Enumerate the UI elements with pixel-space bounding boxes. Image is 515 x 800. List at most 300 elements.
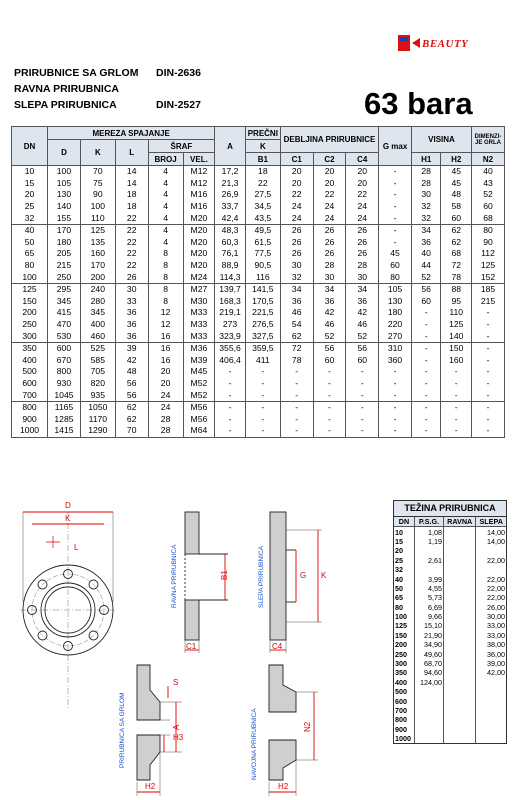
table-cell: 40: [12, 224, 48, 236]
header-precni: PREČNI: [245, 127, 280, 140]
table-cell: -: [441, 366, 472, 378]
table-cell: -: [280, 378, 313, 390]
table-cell: 95: [441, 296, 472, 308]
table-cell: 705: [80, 366, 115, 378]
dim-h3-label: H3: [173, 733, 184, 742]
table-cell: -: [313, 425, 346, 437]
table-cell: 135: [80, 237, 115, 249]
table-cell: 48: [115, 366, 148, 378]
weight-cell: 150: [394, 631, 415, 640]
table-cell: 70: [115, 425, 148, 437]
table-cell: 215: [472, 296, 505, 308]
table-cell: 22: [115, 260, 148, 272]
table-cell: 27,5: [245, 189, 280, 201]
weight-cell: [443, 574, 475, 583]
table-cell: -: [379, 401, 412, 413]
table-cell: M56: [183, 413, 215, 425]
table-row: [12, 201, 505, 213]
table-cell: 359,5: [245, 342, 280, 354]
weight-row: [394, 715, 506, 724]
header-n2: N2: [472, 153, 505, 166]
dim-h2-label: H2: [145, 782, 156, 791]
table-row: [12, 212, 505, 224]
table-cell: 42: [313, 307, 346, 319]
ravna-label: RAVNA PRIRUBNICA: [171, 544, 178, 608]
table-cell: 72: [441, 260, 472, 272]
weight-cell: [415, 696, 444, 705]
table-cell: 20: [313, 166, 346, 178]
weight-cell: [415, 546, 444, 555]
table-cell: 14: [115, 166, 148, 178]
weight-cell: [443, 734, 475, 743]
dim-b1-label: B1: [220, 570, 229, 580]
table-cell: 32: [280, 271, 313, 283]
table-cell: 170,5: [245, 296, 280, 308]
table-cell: 24: [313, 212, 346, 224]
table-cell: 36: [280, 296, 313, 308]
table-cell: -: [379, 366, 412, 378]
table-row: [12, 283, 505, 295]
table-cell: 90: [472, 237, 505, 249]
weight-cell: 600: [394, 696, 415, 705]
table-row: [12, 378, 505, 390]
table-cell: -: [472, 366, 505, 378]
table-cell: 36: [115, 330, 148, 342]
weight-cell: 250: [394, 649, 415, 658]
table-cell: -: [215, 378, 246, 390]
table-cell: 26: [313, 237, 346, 249]
table-cell: M27: [183, 283, 215, 295]
table-cell: -: [411, 425, 441, 437]
table-cell: 670: [48, 355, 81, 367]
dim-a-label: A: [172, 724, 181, 730]
table-cell: 140: [48, 201, 81, 213]
weight-cell: 14,00: [487, 536, 505, 546]
weight-cell: [443, 584, 475, 593]
table-row: [12, 248, 505, 260]
table-cell: 36: [346, 296, 379, 308]
weight-row: [394, 640, 506, 649]
table-cell: 215: [48, 260, 81, 272]
table-cell: 22: [346, 189, 379, 201]
title-line3: SLEPA PRIRUBNICA: [14, 99, 117, 111]
table-cell: 40: [472, 166, 505, 178]
table-cell: 68: [441, 248, 472, 260]
weight-cell: [443, 593, 475, 602]
table-cell: 26: [346, 237, 379, 249]
table-cell: -: [280, 366, 313, 378]
table-cell: 4: [148, 212, 183, 224]
table-cell: -: [411, 330, 441, 342]
table-cell: 78: [280, 355, 313, 367]
table-cell: 280: [80, 296, 115, 308]
table-cell: 10: [12, 166, 48, 178]
table-cell: 28: [148, 425, 183, 437]
table-cell: 30: [280, 260, 313, 272]
table-cell: -: [245, 425, 280, 437]
table-cell: 21,3: [215, 178, 246, 190]
table-cell: 1165: [48, 401, 81, 413]
table-cell: 58: [441, 201, 472, 213]
table-cell: 68: [472, 212, 505, 224]
table-cell: 900: [12, 413, 48, 425]
flange-table-body: [12, 166, 505, 438]
table-cell: 24: [148, 401, 183, 413]
weight-cell: [443, 537, 475, 546]
table-cell: 415: [48, 307, 81, 319]
table-cell: 28: [346, 260, 379, 272]
table-cell: 56: [411, 283, 441, 295]
table-cell: 54: [280, 319, 313, 331]
header-c2: C2: [313, 153, 346, 166]
table-cell: 160: [441, 355, 472, 367]
table-cell: -: [472, 413, 505, 425]
table-cell: 700: [12, 389, 48, 401]
table-cell: 155: [48, 212, 81, 224]
table-cell: 48: [441, 189, 472, 201]
weight-cell: [443, 621, 475, 630]
table-cell: 80: [379, 271, 412, 283]
grlo-label: PRIRUBNICA SA GRLOM: [119, 692, 126, 768]
table-row: [12, 178, 505, 190]
table-cell: -: [215, 389, 246, 401]
table-cell: -: [313, 401, 346, 413]
table-row: [12, 389, 505, 401]
table-cell: -: [313, 413, 346, 425]
table-cell: 219,1: [215, 307, 246, 319]
weight-cell: [476, 565, 506, 574]
weight-cell: 33,00: [487, 630, 505, 640]
table-cell: -: [379, 224, 412, 236]
weight-cell: [443, 687, 475, 696]
weight-cell: [443, 631, 475, 640]
table-cell: 56: [313, 342, 346, 354]
header-c1: C1: [280, 153, 313, 166]
table-cell: 42,4: [215, 212, 246, 224]
table-cell: 8: [148, 271, 183, 283]
weight-cell: 42,00: [487, 668, 505, 678]
title-line2: RAVNA PRIRUBNICA: [14, 83, 119, 95]
weight-cell: 36,00: [487, 649, 505, 659]
table-cell: -: [245, 401, 280, 413]
table-cell: 18: [115, 201, 148, 213]
table-cell: M45: [183, 366, 215, 378]
table-cell: 276,5: [245, 319, 280, 331]
table-cell: -: [215, 401, 246, 413]
table-cell: 39: [115, 342, 148, 354]
table-cell: 65: [12, 248, 48, 260]
weight-cell: [443, 696, 475, 705]
table-cell: 78: [441, 271, 472, 283]
table-cell: 60: [472, 201, 505, 213]
table-cell: M20: [183, 224, 215, 236]
table-cell: -: [472, 319, 505, 331]
weight-cell: 2,61: [415, 556, 444, 565]
table-cell: 33,7: [215, 201, 246, 213]
table-cell: -: [379, 389, 412, 401]
weight-cell: [443, 556, 475, 565]
table-cell: 26: [313, 224, 346, 236]
dim-g-label: G: [300, 571, 307, 580]
table-cell: M39: [183, 355, 215, 367]
weight-row: [394, 706, 506, 715]
table-cell: 16: [148, 355, 183, 367]
navojna-label: NAVOJNA PRIRUBNICA: [251, 708, 258, 780]
table-cell: 4: [148, 178, 183, 190]
table-row: [12, 224, 505, 236]
table-cell: -: [441, 413, 472, 425]
table-row: [12, 342, 505, 354]
weight-cell: [476, 678, 506, 687]
weight-cell: 65: [394, 593, 415, 602]
weight-cell: [415, 734, 444, 743]
table-cell: 800: [48, 366, 81, 378]
weight-row: [394, 678, 506, 687]
weight-cell: 400: [394, 678, 415, 687]
table-cell: 22: [115, 248, 148, 260]
weight-cell: 33,00: [487, 621, 505, 631]
table-cell: -: [245, 413, 280, 425]
table-cell: 345: [80, 307, 115, 319]
table-cell: 20: [280, 178, 313, 190]
table-cell: 90: [80, 189, 115, 201]
table-cell: 30: [346, 271, 379, 283]
table-cell: 80: [12, 260, 48, 272]
table-cell: 12: [148, 319, 183, 331]
table-cell: -: [411, 378, 441, 390]
table-cell: 4: [148, 189, 183, 201]
weight-cell: 30,00: [487, 612, 505, 622]
weight-header-slepa: SLEPA: [476, 517, 506, 527]
table-cell: 45: [441, 178, 472, 190]
table-cell: -: [313, 366, 346, 378]
weight-cell: 1000: [394, 734, 415, 743]
flange-dimensions-table: [11, 126, 505, 438]
weight-cell: [476, 725, 506, 734]
table-cell: -: [379, 201, 412, 213]
table-cell: -: [472, 401, 505, 413]
table-cell: 20: [148, 366, 183, 378]
dim-h2b-label: H2: [278, 782, 289, 791]
table-cell: 406,4: [215, 355, 246, 367]
weight-cell: 32: [394, 565, 415, 574]
table-cell: -: [346, 366, 379, 378]
weight-cell: [415, 725, 444, 734]
title-line3-din: DIN-2527: [156, 99, 201, 111]
dim-c4-label: C4: [272, 642, 283, 651]
table-cell: 26: [280, 237, 313, 249]
weight-cell: [443, 640, 475, 649]
table-cell: 56: [346, 342, 379, 354]
table-row: [12, 260, 505, 272]
table-cell: 22: [115, 224, 148, 236]
table-cell: 45: [441, 166, 472, 178]
table-cell: 62: [441, 237, 472, 249]
weight-cell: 22,00: [487, 574, 505, 584]
table-row: [12, 307, 505, 319]
table-cell: 140: [441, 330, 472, 342]
weight-cell: 700: [394, 706, 415, 715]
table-cell: 60: [379, 260, 412, 272]
table-cell: 411: [245, 355, 280, 367]
table-cell: 327,5: [245, 330, 280, 342]
weight-row: [394, 603, 506, 612]
table-cell: -: [411, 389, 441, 401]
table-cell: 820: [80, 378, 115, 390]
table-cell: -: [472, 389, 505, 401]
table-cell: 34: [411, 224, 441, 236]
title-line1-din: DIN-2636: [156, 67, 201, 79]
weight-cell: 50: [394, 584, 415, 593]
brand-text: BEAUTY: [422, 38, 469, 50]
dim-n2-label: N2: [303, 721, 312, 732]
weight-cell: [415, 565, 444, 574]
table-cell: 61,5: [245, 237, 280, 249]
table-cell: 22: [245, 178, 280, 190]
table-cell: 26: [346, 248, 379, 260]
table-cell: -: [472, 355, 505, 367]
table-row: [12, 425, 505, 437]
table-cell: 170: [48, 224, 81, 236]
table-cell: 139,7: [215, 283, 246, 295]
table-cell: 16: [148, 342, 183, 354]
table-cell: 77,5: [245, 248, 280, 260]
table-cell: 20: [148, 378, 183, 390]
table-cell: 4: [148, 166, 183, 178]
weight-cell: 1,08: [415, 527, 444, 537]
weight-cell: [443, 565, 475, 574]
weight-row: [394, 687, 506, 696]
table-cell: 152: [472, 271, 505, 283]
table-cell: 4: [148, 201, 183, 213]
table-cell: 125: [12, 283, 48, 295]
weight-header-ravna: RAVNA: [443, 517, 475, 527]
table-cell: 1170: [80, 413, 115, 425]
table-cell: -: [411, 307, 441, 319]
table-cell: 50: [12, 237, 48, 249]
table-cell: 100: [48, 166, 81, 178]
table-row: [12, 330, 505, 342]
table-cell: 116: [245, 271, 280, 283]
table-cell: M20: [183, 237, 215, 249]
table-cell: 400: [12, 355, 48, 367]
table-cell: 1285: [48, 413, 81, 425]
weight-cell: 3,99: [415, 574, 444, 583]
table-cell: 200: [80, 271, 115, 283]
table-cell: 200: [12, 307, 48, 319]
weight-row: [394, 593, 506, 602]
table-cell: 355,6: [215, 342, 246, 354]
weight-row: [394, 537, 506, 546]
weight-cell: [443, 725, 475, 734]
header-debljina: DEBLJINA PRIRUBNICE: [280, 127, 378, 153]
table-cell: 18: [245, 166, 280, 178]
table-cell: 34: [280, 283, 313, 295]
weight-cell: 15,10: [415, 621, 444, 630]
table-cell: 46: [313, 319, 346, 331]
weight-row: [394, 668, 506, 677]
table-cell: M20: [183, 248, 215, 260]
weight-cell: 39,00: [487, 659, 505, 669]
beauty-logo: [398, 34, 510, 52]
table-cell: 60,3: [215, 237, 246, 249]
table-cell: M33: [183, 330, 215, 342]
table-cell: 160: [80, 248, 115, 260]
dim-k2-label: K: [321, 571, 327, 580]
table-cell: 36: [313, 296, 346, 308]
table-cell: 935: [80, 389, 115, 401]
table-cell: M16: [183, 189, 215, 201]
weight-row: [394, 556, 506, 565]
table-cell: 62: [115, 401, 148, 413]
weight-table: [393, 500, 507, 744]
weight-cell: 26,00: [487, 602, 505, 612]
weight-header-dn: DN: [394, 517, 415, 527]
weight-header-psg: P.S.G.: [415, 517, 444, 527]
weight-row: [394, 565, 506, 574]
table-cell: 460: [80, 330, 115, 342]
table-cell: 46: [280, 307, 313, 319]
table-cell: 62: [441, 224, 472, 236]
weight-cell: [443, 659, 475, 668]
table-cell: 295: [48, 283, 81, 295]
table-cell: 168,3: [215, 296, 246, 308]
header-k: K: [80, 140, 115, 166]
table-row: [12, 296, 505, 308]
table-cell: 100: [12, 271, 48, 283]
table-cell: -: [346, 401, 379, 413]
table-cell: 125: [441, 319, 472, 331]
table-cell: 22: [313, 189, 346, 201]
document-titles: [14, 65, 201, 113]
table-cell: M33: [183, 307, 215, 319]
table-cell: 20: [280, 166, 313, 178]
table-cell: -: [313, 389, 346, 401]
table-cell: 56: [115, 378, 148, 390]
table-cell: 32: [411, 201, 441, 213]
table-cell: -: [280, 413, 313, 425]
weight-cell: [443, 612, 475, 621]
table-cell: -: [346, 378, 379, 390]
table-cell: -: [379, 425, 412, 437]
table-cell: -: [313, 378, 346, 390]
table-cell: 26: [115, 271, 148, 283]
table-cell: 90,5: [245, 260, 280, 272]
table-cell: 26: [280, 224, 313, 236]
table-cell: 33: [115, 296, 148, 308]
table-row: [12, 237, 505, 249]
table-cell: 180: [48, 237, 81, 249]
table-cell: 36: [115, 319, 148, 331]
header-a: A: [215, 127, 246, 166]
table-cell: -: [215, 425, 246, 437]
table-cell: 250: [12, 319, 48, 331]
table-cell: 52: [472, 189, 505, 201]
title-line1: PRIRUBNICE SA GRLOM: [14, 67, 139, 79]
table-cell: -: [346, 389, 379, 401]
table-cell: M12: [183, 178, 215, 190]
table-cell: 221,5: [245, 307, 280, 319]
weight-cell: 900: [394, 725, 415, 734]
table-cell: 17,2: [215, 166, 246, 178]
table-cell: 43: [472, 178, 505, 190]
table-cell: M20: [183, 212, 215, 224]
table-cell: M56: [183, 401, 215, 413]
weight-cell: 21,90: [415, 631, 444, 640]
weight-cell: [443, 546, 475, 555]
table-cell: 28: [411, 166, 441, 178]
table-cell: -: [379, 378, 412, 390]
